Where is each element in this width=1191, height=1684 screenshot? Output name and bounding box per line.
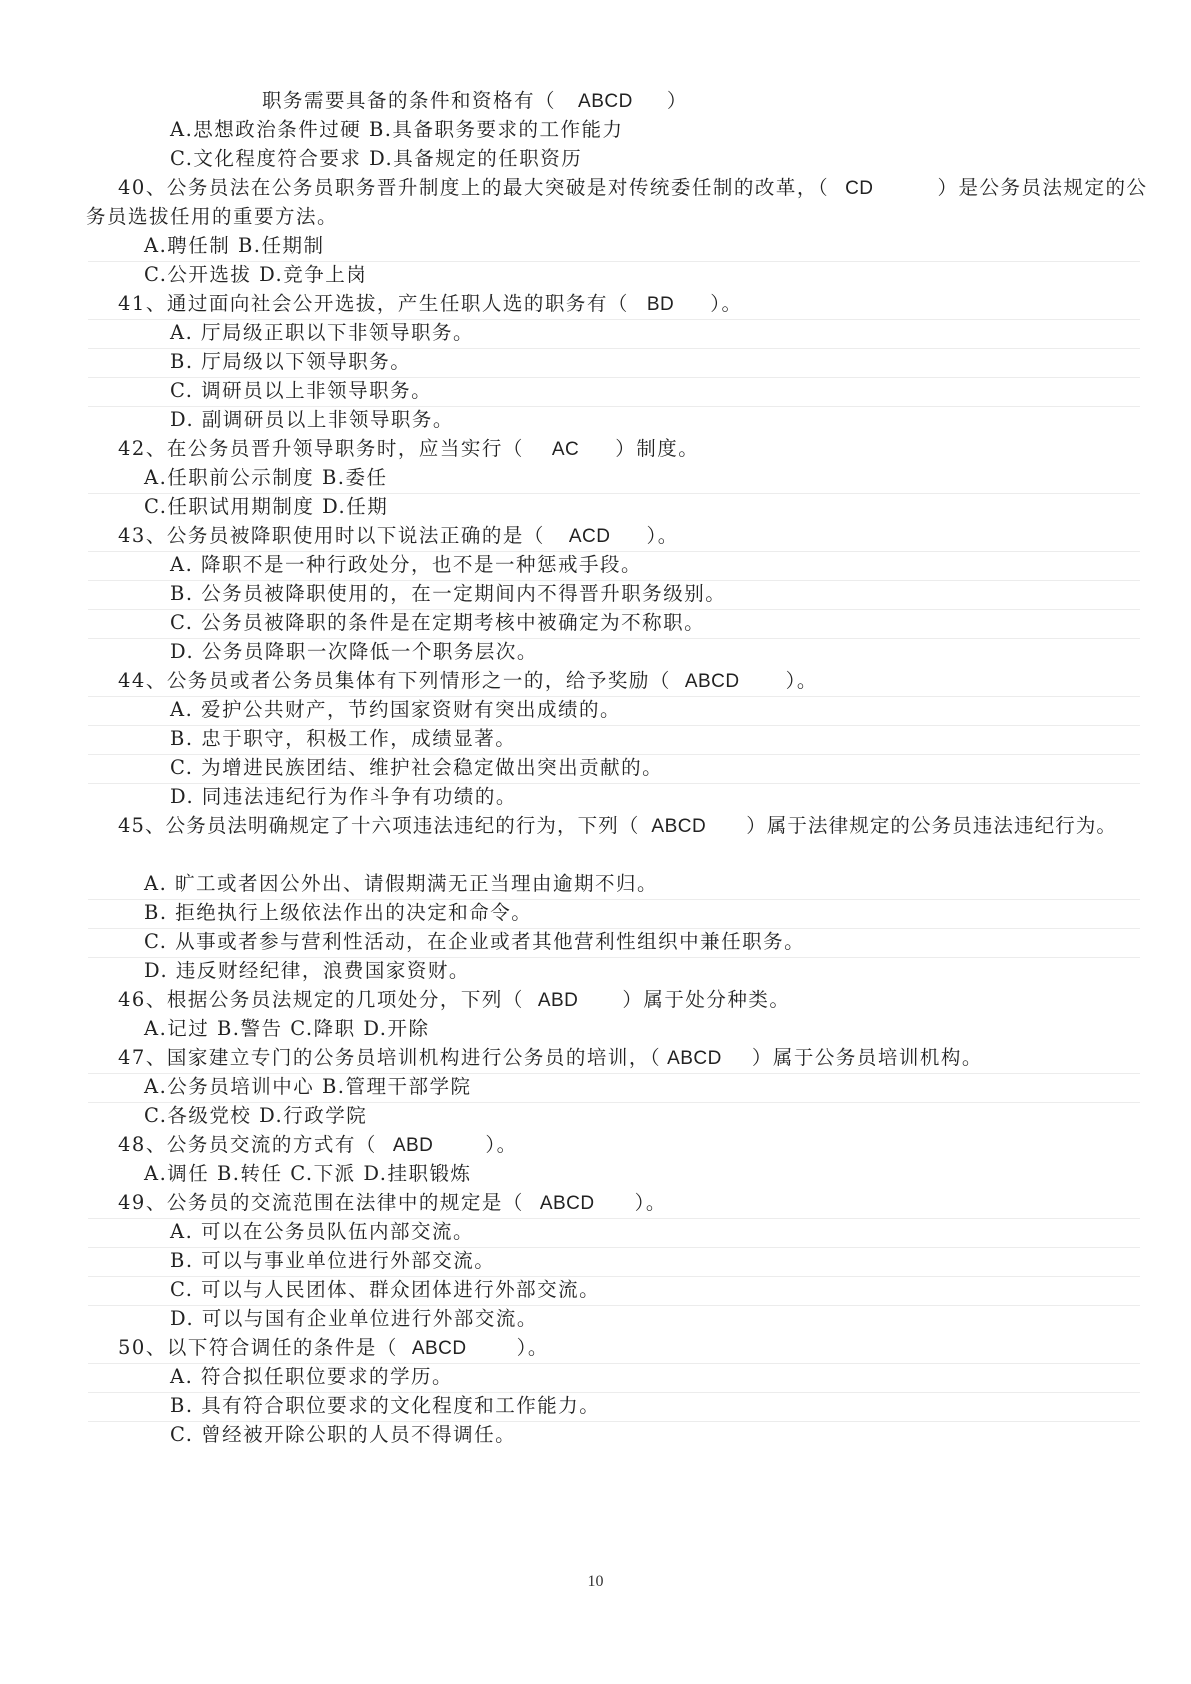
answer-key: ACD: [568, 526, 611, 547]
option-line: C. 可以与人民团体、群众团体进行外部交流。: [170, 1278, 601, 1301]
question-stem: 50、以下符合调任的条件是（ ABCD ）。: [118, 1336, 549, 1359]
question-stem: 45、公务员法明确规定了十六项违法违纪的行为，下列（ ABCD ）属于法律规定的公务员违法违纪行为。: [118, 814, 1118, 837]
option-line: A. 爱护公共财产，节约国家资财有突出成绩的。: [170, 698, 621, 721]
option-line: D. 公务员降职一次降低一个职务层次。: [170, 640, 538, 663]
answer-key: ABCD: [411, 1338, 467, 1359]
answer-key: ABCD: [539, 1193, 595, 1214]
page-number: 10: [587, 1573, 604, 1590]
option-line: A.思想政治条件过硬 B.具备职务要求的工作能力: [170, 118, 624, 141]
option-line: D. 副调研员以上非领导职务。: [170, 408, 454, 431]
option-line: A. 降职不是一种行政处分，也不是一种惩戒手段。: [170, 553, 642, 576]
option-line: A.调任 B.转任 C.下派 D.挂职锻炼: [144, 1162, 472, 1185]
question-stem: 43、公务员被降职使用时以下说法正确的是（ ACD ）。: [118, 524, 679, 547]
answer-key: ABCD: [578, 91, 633, 112]
option-line: B. 忠于职守，积极工作，成绩显著。: [170, 727, 517, 750]
option-line: D. 违反财经纪律，浪费国家资财。: [144, 959, 470, 982]
option-line: C.任职试用期制度 D.任期: [144, 495, 389, 518]
question-stem: 职务需要具备的条件和资格有（ ABCD ）: [262, 89, 688, 112]
option-line: B. 拒绝执行上级依法作出的决定和命令。: [144, 901, 533, 924]
option-line: B. 可以与事业单位进行外部交流。: [170, 1249, 496, 1272]
option-line: A.记过 B.警告 C.降职 D.开除: [144, 1017, 430, 1040]
option-line: C. 公务员被降职的条件是在定期考核中被确定为不称职。: [170, 611, 706, 634]
option-line: A.任职前公示制度 B.委任: [144, 466, 388, 489]
option-line: A. 符合拟任职位要求的学历。: [170, 1365, 453, 1388]
question-stem: 41、通过面向社会公开选拔，产生任职人选的职务有（ BD ）。: [118, 292, 743, 315]
question-stem: 42、在公务员晋升领导职务时，应当实行（ AC ）制度。: [118, 437, 700, 460]
option-line: C. 为增进民族团结、维护社会稳定做出突出贡献的。: [170, 756, 664, 779]
answer-key: AC: [551, 439, 580, 460]
answer-key: ABCD: [667, 1048, 722, 1069]
option-line: C. 调研员以上非领导职务。: [170, 379, 433, 402]
answer-key: ABD: [537, 990, 579, 1011]
option-line: C. 曾经被开除公职的人员不得调任。: [170, 1423, 517, 1446]
answer-key: ABCD: [651, 816, 707, 837]
answer-key: BD: [646, 294, 675, 315]
option-line: B. 具有符合职位要求的文化程度和工作能力。: [170, 1394, 601, 1417]
option-line: A.公务员培训中心 B.管理干部学院: [144, 1075, 472, 1098]
question-stem: 44、公务员或者公务员集体有下列情形之一的，给予奖励（ ABCD ）。: [118, 669, 818, 692]
question-stem: 47、国家建立专门的公务员培训机构进行公务员的培训，（ ABCD ）属于公务员培训机构。: [118, 1046, 983, 1069]
option-line: C.公开选拔 D.竞争上岗: [144, 263, 368, 286]
option-line: D. 可以与国有企业单位进行外部交流。: [170, 1307, 538, 1330]
question-stem: 46、根据公务员法规定的几项处分，下列（ ABD ）属于处分种类。: [118, 988, 791, 1011]
question-stem: 48、公务员交流的方式有（ ABD ）。: [118, 1133, 518, 1156]
answer-key: CD: [845, 178, 874, 199]
option-line: A. 厅局级正职以下非领导职务。: [170, 321, 474, 344]
question-stem-continued: 务员选拔任用的重要方法。: [86, 205, 339, 228]
answer-key: ABCD: [684, 671, 740, 692]
answer-key: ABD: [392, 1135, 434, 1156]
question-stem: 40、公务员法在公务员职务晋升制度上的最大突破是对传统委任制的改革，（ CD ）是公务员法规定的公: [118, 176, 1148, 199]
question-stem: 49、公务员的交流范围在法律中的规定是（ ABCD ）。: [118, 1191, 667, 1214]
option-line: B. 厅局级以下领导职务。: [170, 350, 412, 373]
option-line: C.文化程度符合要求 D.具备规定的任职资历: [170, 147, 583, 170]
option-line: B. 公务员被降职使用的，在一定期间内不得晋升职务级别。: [170, 582, 727, 605]
option-line: D. 同违法违纪行为作斗争有功绩的。: [170, 785, 517, 808]
option-line: A. 可以在公务员队伍内部交流。: [170, 1220, 474, 1243]
option-line: A. 旷工或者因公外出、请假期满无正当理由逾期不归。: [144, 872, 658, 895]
option-line: A.聘任制 B.任期制: [144, 234, 325, 257]
option-line: C.各级党校 D.行政学院: [144, 1104, 368, 1127]
option-line: C. 从事或者参与营利性活动，在企业或者其他营利性组织中兼任职务。: [144, 930, 806, 953]
